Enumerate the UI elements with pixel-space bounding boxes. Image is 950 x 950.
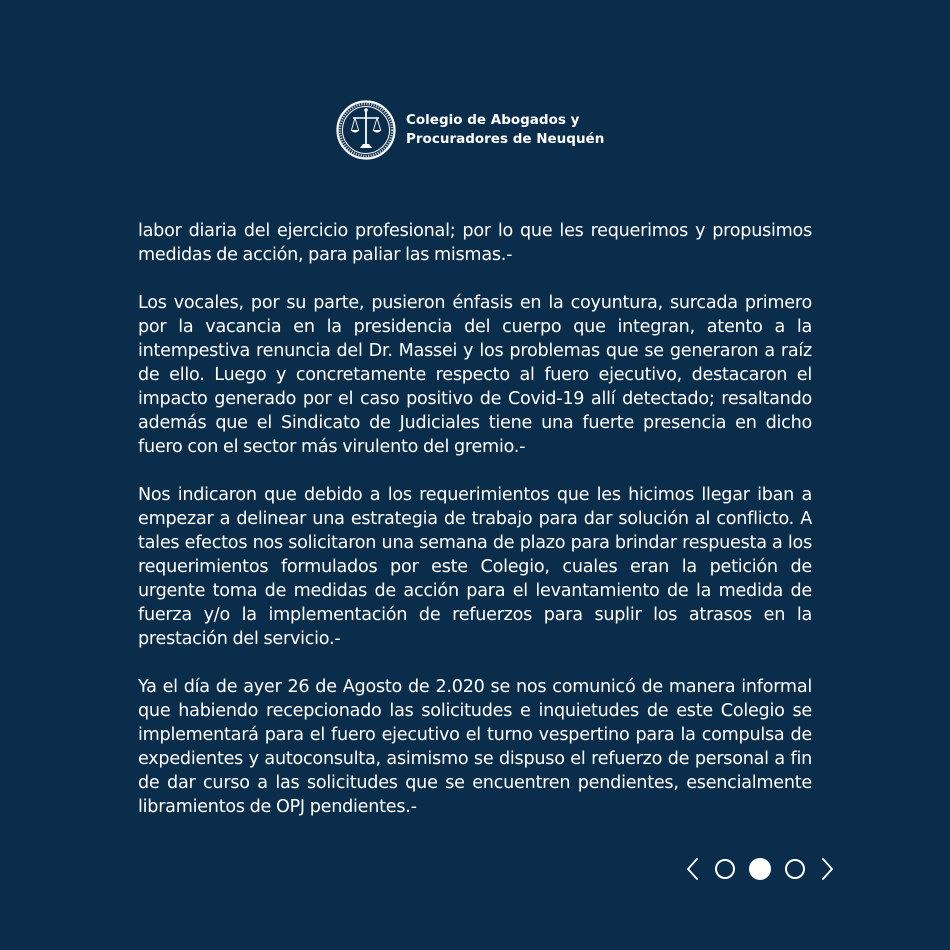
chevron-left-icon	[686, 857, 700, 881]
scales-of-justice-seal-icon	[336, 100, 396, 160]
paragraph: Ya el día de ayer 26 de Agosto de 2.020 se nos comunicó de manera informal que habiendo recepcionado las solicitudes e inquietudes de este Colegio se implementará para el fuero ejecutivo el turno vespertino para la compulsa de expedientes y autoconsulta, asimismo se dispuso el refuerzo de personal a fin de dar curso a las solicitudes que se encuentren pendientes, esencialmente libramientos de OPJ pendientes.-	[138, 677, 812, 817]
body-text	[138, 219, 812, 843]
chevron-right-icon	[820, 857, 834, 881]
slide-indicator-3[interactable]	[785, 859, 805, 879]
organization-name	[406, 111, 604, 149]
slide-indicator-2-active[interactable]	[749, 858, 771, 880]
slide-indicator-1[interactable]	[715, 859, 735, 879]
organization-name-line-1: Colegio de Abogados y	[406, 112, 580, 128]
paragraph: Nos indicaron que debido a los requerimientos que les hicimos llegar iban a empezar a delinear una estrategia de trabajo para dar solución al conflicto. A tales efectos nos solicitaron una semana de plazo para brindar respuesta a los requerimientos formulados por este Colegio, cuales eran la petición de urgente toma de medidas de acción para el levantamiento de la medida de fuerza y/o la implementación de refuerzos para suplir los atrasos en la prestación del servicio.-	[138, 485, 812, 649]
carousel-pagination	[682, 854, 838, 884]
previous-slide-button[interactable]	[682, 854, 704, 884]
next-slide-button[interactable]	[816, 854, 838, 884]
organization-name-line-2: Procuradores de Neuquén	[406, 131, 605, 147]
paragraph: Los vocales, por su parte, pusieron énfasis en la coyuntura, surcada primero por la vacancia en la presidencia del cuerpo que integran, atento a la intempestiva renuncia del Dr. Massei y los problemas que se generaron a raíz de ello. Luego y concretamente respecto al fuero ejecutivo, destacaron el impacto generado por el caso positivo de Covid-19 allí detectado; resaltando además que el Sindicato de Judiciales tiene una fuerte presencia en dicho fuero con el sector más virulento del gremio.-	[138, 293, 812, 457]
paragraph: labor diaria del ejercicio profesional; por lo que les requerimos y propusimos medidas de acción, para paliar las mismas.-	[138, 221, 812, 265]
header	[336, 100, 604, 160]
